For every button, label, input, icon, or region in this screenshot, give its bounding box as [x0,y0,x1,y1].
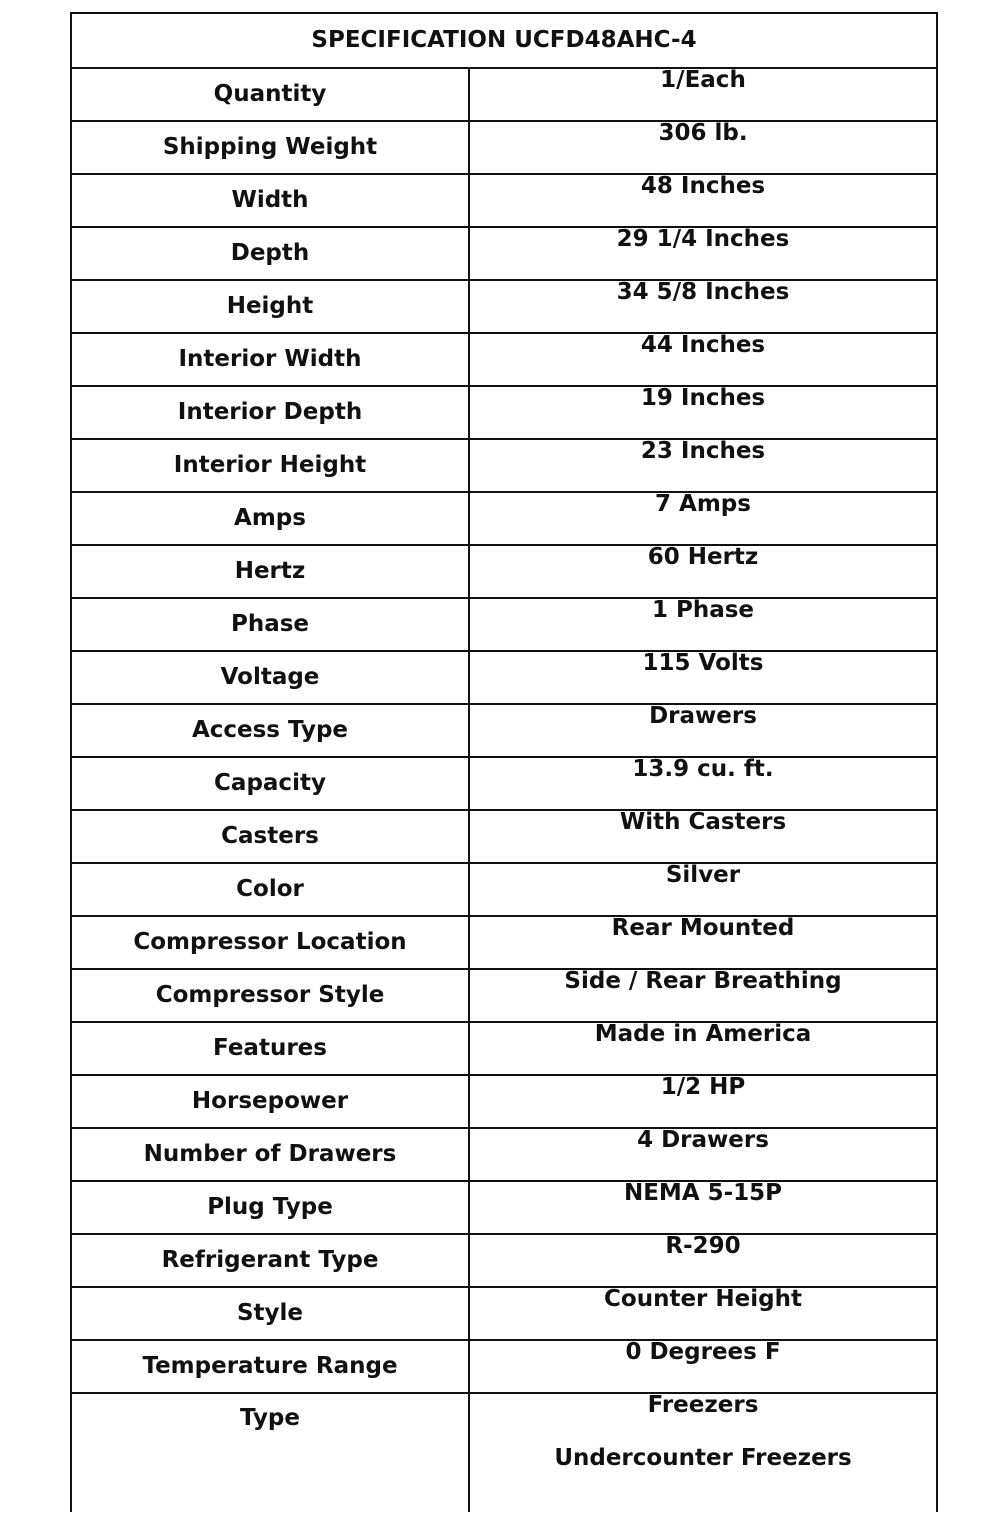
spec-value-text: Freezers [647,1392,759,1418]
spec-label: Horsepower [71,1075,469,1128]
table-row [71,757,937,810]
spec-value [469,280,937,333]
table-row [71,863,937,916]
table-row [71,227,937,280]
table-row [71,1181,937,1234]
table-row [71,121,937,174]
spec-value [469,757,937,810]
spec-value [469,333,937,386]
table-row [71,68,937,121]
spec-rows [71,68,937,1512]
spec-value [469,545,937,598]
spec-label: Type [71,1393,469,1512]
spec-value-text: 60 Hertz [647,544,759,570]
spec-label: Features [71,1022,469,1075]
spec-value-text: Silver [665,862,741,888]
spec-value-text: 19 Inches [640,385,766,411]
spec-value-text: 1/Each [660,67,746,93]
spec-label: Shipping Weight [71,121,469,174]
spec-label: Number of Drawers [71,1128,469,1181]
table-row [71,1128,937,1181]
table-row [71,545,937,598]
spec-label: Compressor Style [71,969,469,1022]
table-row [71,1075,937,1128]
spec-value [469,863,937,916]
spec-value [469,598,937,651]
table-row [71,598,937,651]
spec-value-text: 13.9 cu. ft. [632,756,774,782]
spec-value-text: With Casters [619,809,787,835]
table-row [71,386,937,439]
spec-value-text-secondary: Undercounter Freezers [554,1445,852,1471]
spec-value [469,1128,937,1181]
spec-label: Depth [71,227,469,280]
table-title: SPECIFICATION UCFD48AHC-4 [71,13,937,68]
spec-value-text: 4 Drawers [637,1127,769,1153]
spec-label: Width [71,174,469,227]
spec-value-text: R-290 [665,1233,741,1259]
spec-value [469,492,937,545]
table-row [71,280,937,333]
spec-label: Capacity [71,757,469,810]
spec-value [469,439,937,492]
spec-label: Casters [71,810,469,863]
spec-value-text: 7 Amps [655,491,751,517]
table-row [71,916,937,969]
spec-label: Quantity [71,68,469,121]
spec-value [469,227,937,280]
spec-label: Compressor Location [71,916,469,969]
spec-label: Interior Width [71,333,469,386]
table-row [71,439,937,492]
spec-label: Plug Type [71,1181,469,1234]
spec-label: Interior Depth [71,386,469,439]
spec-label: Style [71,1287,469,1340]
spec-value-text: 115 Volts [642,650,764,676]
spec-value [469,386,937,439]
spec-value-text: 34 5/8 Inches [616,279,790,305]
table-row [71,810,937,863]
spec-value-text: 1/2 HP [660,1074,746,1100]
spec-label: Phase [71,598,469,651]
spec-label: Hertz [71,545,469,598]
specification-table [70,12,938,1512]
spec-value-text: 1 Phase [651,597,755,623]
table-row [71,651,937,704]
spec-value-text: 48 Inches [640,173,766,199]
table-row [71,1340,937,1393]
spec-label: Access Type [71,704,469,757]
spec-value-text: Made in America [594,1021,812,1047]
spec-value [469,1287,937,1340]
spec-value-text: 29 1/4 Inches [616,226,790,252]
spec-value [469,1022,937,1075]
spec-value [469,1075,937,1128]
spec-value-text: Rear Mounted [611,915,795,941]
table-row [71,174,937,227]
spec-value-text: Side / Rear Breathing [564,968,842,994]
spec-value-text: NEMA 5-15P [623,1180,783,1206]
table-row [71,1234,937,1287]
table-row [71,333,937,386]
spec-value-text: Counter Height [604,1286,802,1312]
spec-value [469,651,937,704]
spec-value [469,704,937,757]
spec-value-text: 306 lb. [658,120,748,146]
table-row [71,1287,937,1340]
spec-label: Amps [71,492,469,545]
spec-value-text: 0 Degrees F [625,1339,781,1365]
spec-value [469,1181,937,1234]
spec-value-text: 23 Inches [640,438,766,464]
table-row [71,1022,937,1075]
spec-label: Temperature Range [71,1340,469,1393]
spec-value [469,174,937,227]
spec-value [469,1340,937,1393]
spec-label: Voltage [71,651,469,704]
spec-value [469,969,937,1022]
spec-label: Refrigerant Type [71,1234,469,1287]
table-row [71,1393,937,1512]
spec-label: Height [71,280,469,333]
table-row [71,969,937,1022]
spec-value [469,121,937,174]
spec-value-text: Drawers [649,703,757,729]
spec-value [469,916,937,969]
spec-value [469,810,937,863]
spec-value [469,68,937,121]
table-row [71,704,937,757]
spec-value [469,1234,937,1287]
spec-label: Color [71,863,469,916]
spec-value [469,1393,937,1512]
spec-label: Interior Height [71,439,469,492]
table-row [71,492,937,545]
spec-value-text: 44 Inches [640,332,766,358]
